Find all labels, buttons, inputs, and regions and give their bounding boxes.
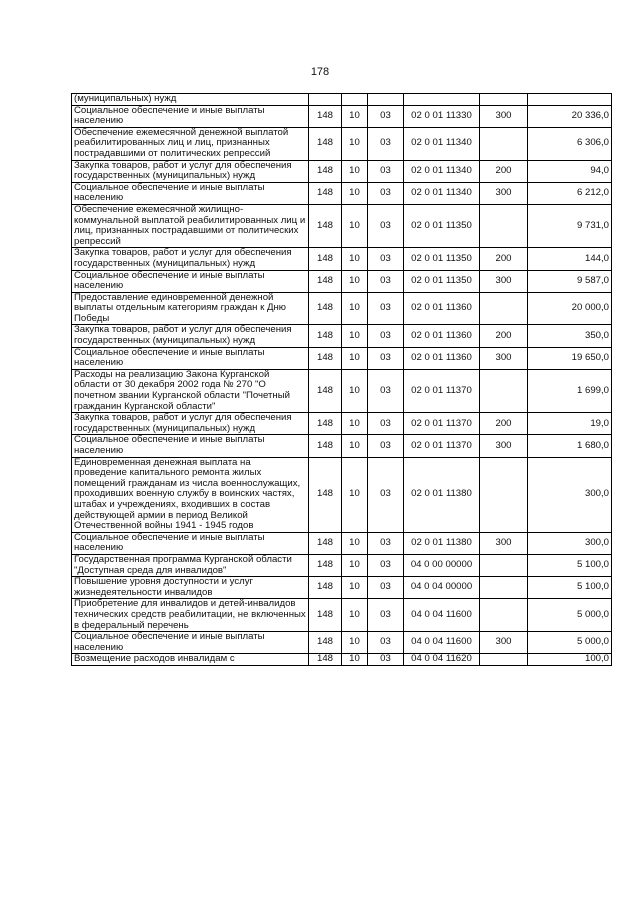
row-description: Социальное обеспечение и иные выплаты населению xyxy=(72,532,309,554)
row-target-article: 02 0 01 11330 xyxy=(404,105,480,127)
row-expense-type: 200 xyxy=(480,160,528,182)
row-target-article: 02 0 01 11340 xyxy=(404,160,480,182)
row-target-article: 02 0 01 11340 xyxy=(404,127,480,160)
row-target-article: 04 0 00 00000 xyxy=(404,554,480,576)
row-amount: 5 100,0 xyxy=(528,554,612,576)
table-row xyxy=(72,292,612,325)
row-section-code: 10 xyxy=(342,632,368,654)
row-department-code: 148 xyxy=(309,160,342,182)
row-expense-type: 300 xyxy=(480,632,528,654)
row-amount: 19 650,0 xyxy=(528,347,612,369)
row-department-code: 148 xyxy=(309,632,342,654)
row-description: Повышение уровня доступности и услуг жизнедеятельности инвалидов xyxy=(72,577,309,599)
row-description: Единовременная денежная выплата на проведение капитального ремонта жилых помещений гражданам из числа военнослужащих, проходивших военную службу в воинских частях, штабах и учреждениях, входивших в состав действующей армии в период Великой Отечественной войны 1941 - 1945 годов xyxy=(72,457,309,532)
row-description: Расходы на реализацию Закона Курганской области от 30 декабря 2002 года № 270 "О почетном звании Курганской области "Почетный гражданин Курганской области" xyxy=(72,369,309,412)
row-department-code: 148 xyxy=(309,435,342,457)
row-section-code: 10 xyxy=(342,599,368,632)
row-expense-type: 300 xyxy=(480,532,528,554)
row-expense-type xyxy=(480,127,528,160)
row-target-article: 04 0 04 11620 xyxy=(404,654,480,666)
row-expense-type xyxy=(480,554,528,576)
row-section-code xyxy=(342,94,368,106)
table-row xyxy=(72,182,612,204)
row-target-article: 02 0 01 11350 xyxy=(404,270,480,292)
row-amount: 19,0 xyxy=(528,413,612,435)
row-department-code xyxy=(309,94,342,106)
row-amount: 5 000,0 xyxy=(528,632,612,654)
row-section-code: 10 xyxy=(342,325,368,347)
row-department-code: 148 xyxy=(309,325,342,347)
row-expense-type xyxy=(480,369,528,412)
row-description: Государственная программа Курганской области "Доступная среда для инвалидов" xyxy=(72,554,309,576)
row-expense-type: 200 xyxy=(480,413,528,435)
row-subsection-code: 03 xyxy=(368,457,404,532)
row-description: Возмещение расходов инвалидам с xyxy=(72,654,309,666)
row-expense-type xyxy=(480,654,528,666)
row-department-code: 148 xyxy=(309,532,342,554)
row-section-code: 10 xyxy=(342,554,368,576)
table-row xyxy=(72,325,612,347)
row-amount: 94,0 xyxy=(528,160,612,182)
table-row xyxy=(72,554,612,576)
row-amount: 20 000,0 xyxy=(528,292,612,325)
table-row xyxy=(72,347,612,369)
page-number: 178 xyxy=(310,66,330,78)
row-amount xyxy=(528,94,612,106)
row-subsection-code: 03 xyxy=(368,292,404,325)
row-description: Социальное обеспечение и иные выплаты населению xyxy=(72,182,309,204)
table-row xyxy=(72,532,612,554)
table-row xyxy=(72,105,612,127)
row-subsection-code: 03 xyxy=(368,105,404,127)
row-target-article: 02 0 01 11360 xyxy=(404,325,480,347)
row-subsection-code: 03 xyxy=(368,632,404,654)
row-expense-type xyxy=(480,292,528,325)
row-target-article: 02 0 01 11380 xyxy=(404,457,480,532)
row-subsection-code: 03 xyxy=(368,182,404,204)
row-department-code: 148 xyxy=(309,599,342,632)
row-description: (муниципальных) нужд xyxy=(72,94,309,106)
row-section-code: 10 xyxy=(342,160,368,182)
row-expense-type: 300 xyxy=(480,182,528,204)
row-expense-type xyxy=(480,204,528,247)
row-target-article: 02 0 01 11350 xyxy=(404,204,480,247)
budget-table-body xyxy=(72,94,612,666)
table-row xyxy=(72,632,612,654)
row-section-code: 10 xyxy=(342,182,368,204)
row-subsection-code: 03 xyxy=(368,554,404,576)
row-section-code: 10 xyxy=(342,127,368,160)
row-subsection-code: 03 xyxy=(368,127,404,160)
row-description: Социальное обеспечение и иные выплаты населению xyxy=(72,347,309,369)
row-target-article: 04 0 04 11600 xyxy=(404,632,480,654)
row-subsection-code: 03 xyxy=(368,435,404,457)
table-row xyxy=(72,599,612,632)
table-row xyxy=(72,127,612,160)
row-description: Предоставление единовременной денежной выплаты отдельным категориям граждан к Дню Победы xyxy=(72,292,309,325)
row-section-code: 10 xyxy=(342,577,368,599)
row-section-code: 10 xyxy=(342,369,368,412)
table-row xyxy=(72,248,612,270)
row-department-code: 148 xyxy=(309,270,342,292)
row-department-code: 148 xyxy=(309,105,342,127)
row-department-code: 148 xyxy=(309,554,342,576)
row-section-code: 10 xyxy=(342,532,368,554)
row-department-code: 148 xyxy=(309,204,342,247)
row-expense-type xyxy=(480,457,528,532)
row-target-article: 02 0 01 11350 xyxy=(404,248,480,270)
row-amount: 1 680,0 xyxy=(528,435,612,457)
row-department-code: 148 xyxy=(309,577,342,599)
table-row xyxy=(72,160,612,182)
table-row xyxy=(72,94,612,106)
row-amount: 300,0 xyxy=(528,532,612,554)
row-department-code: 148 xyxy=(309,248,342,270)
row-department-code: 148 xyxy=(309,654,342,666)
table-row xyxy=(72,457,612,532)
row-target-article: 02 0 01 11380 xyxy=(404,532,480,554)
row-section-code: 10 xyxy=(342,248,368,270)
row-amount: 20 336,0 xyxy=(528,105,612,127)
table-row xyxy=(72,270,612,292)
row-amount: 6 212,0 xyxy=(528,182,612,204)
table-row xyxy=(72,654,612,666)
row-section-code: 10 xyxy=(342,347,368,369)
row-department-code: 148 xyxy=(309,369,342,412)
row-target-article: 02 0 01 11370 xyxy=(404,369,480,412)
row-section-code: 10 xyxy=(342,654,368,666)
row-section-code: 10 xyxy=(342,292,368,325)
row-description: Закупка товаров, работ и услуг для обеспечения государственных (муниципальных) нужд xyxy=(72,325,309,347)
row-expense-type xyxy=(480,577,528,599)
row-subsection-code: 03 xyxy=(368,532,404,554)
row-expense-type xyxy=(480,94,528,106)
row-target-article xyxy=(404,94,480,106)
row-expense-type xyxy=(480,599,528,632)
row-section-code: 10 xyxy=(342,270,368,292)
row-department-code: 148 xyxy=(309,347,342,369)
row-section-code: 10 xyxy=(342,457,368,532)
row-target-article: 02 0 01 11340 xyxy=(404,182,480,204)
row-expense-type: 200 xyxy=(480,325,528,347)
row-description: Закупка товаров, работ и услуг для обеспечения государственных (муниципальных) нужд xyxy=(72,248,309,270)
row-section-code: 10 xyxy=(342,413,368,435)
row-subsection-code: 03 xyxy=(368,599,404,632)
row-description: Закупка товаров, работ и услуг для обеспечения государственных (муниципальных) нужд xyxy=(72,160,309,182)
row-amount: 1 699,0 xyxy=(528,369,612,412)
row-amount: 100,0 xyxy=(528,654,612,666)
row-subsection-code: 03 xyxy=(368,654,404,666)
row-department-code: 148 xyxy=(309,413,342,435)
row-expense-type: 200 xyxy=(480,248,528,270)
row-description: Закупка товаров, работ и услуг для обеспечения государственных (муниципальных) нужд xyxy=(72,413,309,435)
row-description: Социальное обеспечение и иные выплаты населению xyxy=(72,435,309,457)
row-amount: 5 100,0 xyxy=(528,577,612,599)
table-row xyxy=(72,413,612,435)
row-target-article: 02 0 01 11360 xyxy=(404,292,480,325)
row-department-code: 148 xyxy=(309,182,342,204)
row-description: Социальное обеспечение и иные выплаты населению xyxy=(72,632,309,654)
row-target-article: 02 0 01 11360 xyxy=(404,347,480,369)
row-target-article: 04 0 04 00000 xyxy=(404,577,480,599)
row-subsection-code xyxy=(368,94,404,106)
row-department-code: 148 xyxy=(309,292,342,325)
row-subsection-code: 03 xyxy=(368,577,404,599)
row-amount: 6 306,0 xyxy=(528,127,612,160)
row-subsection-code: 03 xyxy=(368,325,404,347)
row-target-article: 04 0 04 11600 xyxy=(404,599,480,632)
budget-table xyxy=(71,93,612,666)
row-subsection-code: 03 xyxy=(368,248,404,270)
table-row xyxy=(72,577,612,599)
row-subsection-code: 03 xyxy=(368,369,404,412)
table-row xyxy=(72,369,612,412)
row-subsection-code: 03 xyxy=(368,347,404,369)
row-section-code: 10 xyxy=(342,105,368,127)
row-section-code: 10 xyxy=(342,435,368,457)
row-amount: 144,0 xyxy=(528,248,612,270)
table-row xyxy=(72,204,612,247)
row-description: Социальное обеспечение и иные выплаты населению xyxy=(72,270,309,292)
row-target-article: 02 0 01 11370 xyxy=(404,435,480,457)
row-expense-type: 300 xyxy=(480,435,528,457)
row-description: Приобретение для инвалидов и детей-инвалидов технических средств реабилитации, не включенных в федеральный перечень xyxy=(72,599,309,632)
row-section-code: 10 xyxy=(342,204,368,247)
row-amount: 9 731,0 xyxy=(528,204,612,247)
row-subsection-code: 03 xyxy=(368,413,404,435)
row-expense-type: 300 xyxy=(480,105,528,127)
row-amount: 350,0 xyxy=(528,325,612,347)
row-amount: 300,0 xyxy=(528,457,612,532)
row-subsection-code: 03 xyxy=(368,160,404,182)
row-description: Социальное обеспечение и иные выплаты населению xyxy=(72,105,309,127)
row-description: Обеспечение ежемесячной денежной выплатой реабилитированных лиц и лиц, признанных пострадавшими от политических репрессий xyxy=(72,127,309,160)
row-department-code: 148 xyxy=(309,127,342,160)
row-amount: 5 000,0 xyxy=(528,599,612,632)
row-expense-type: 300 xyxy=(480,270,528,292)
row-department-code: 148 xyxy=(309,457,342,532)
table-row xyxy=(72,435,612,457)
row-target-article: 02 0 01 11370 xyxy=(404,413,480,435)
row-amount: 9 587,0 xyxy=(528,270,612,292)
row-description: Обеспечение ежемесячной жилищно-коммунальной выплатой реабилитированных лиц и лиц, признанных пострадавшими от политических репрессий xyxy=(72,204,309,247)
row-expense-type: 300 xyxy=(480,347,528,369)
row-subsection-code: 03 xyxy=(368,270,404,292)
row-subsection-code: 03 xyxy=(368,204,404,247)
